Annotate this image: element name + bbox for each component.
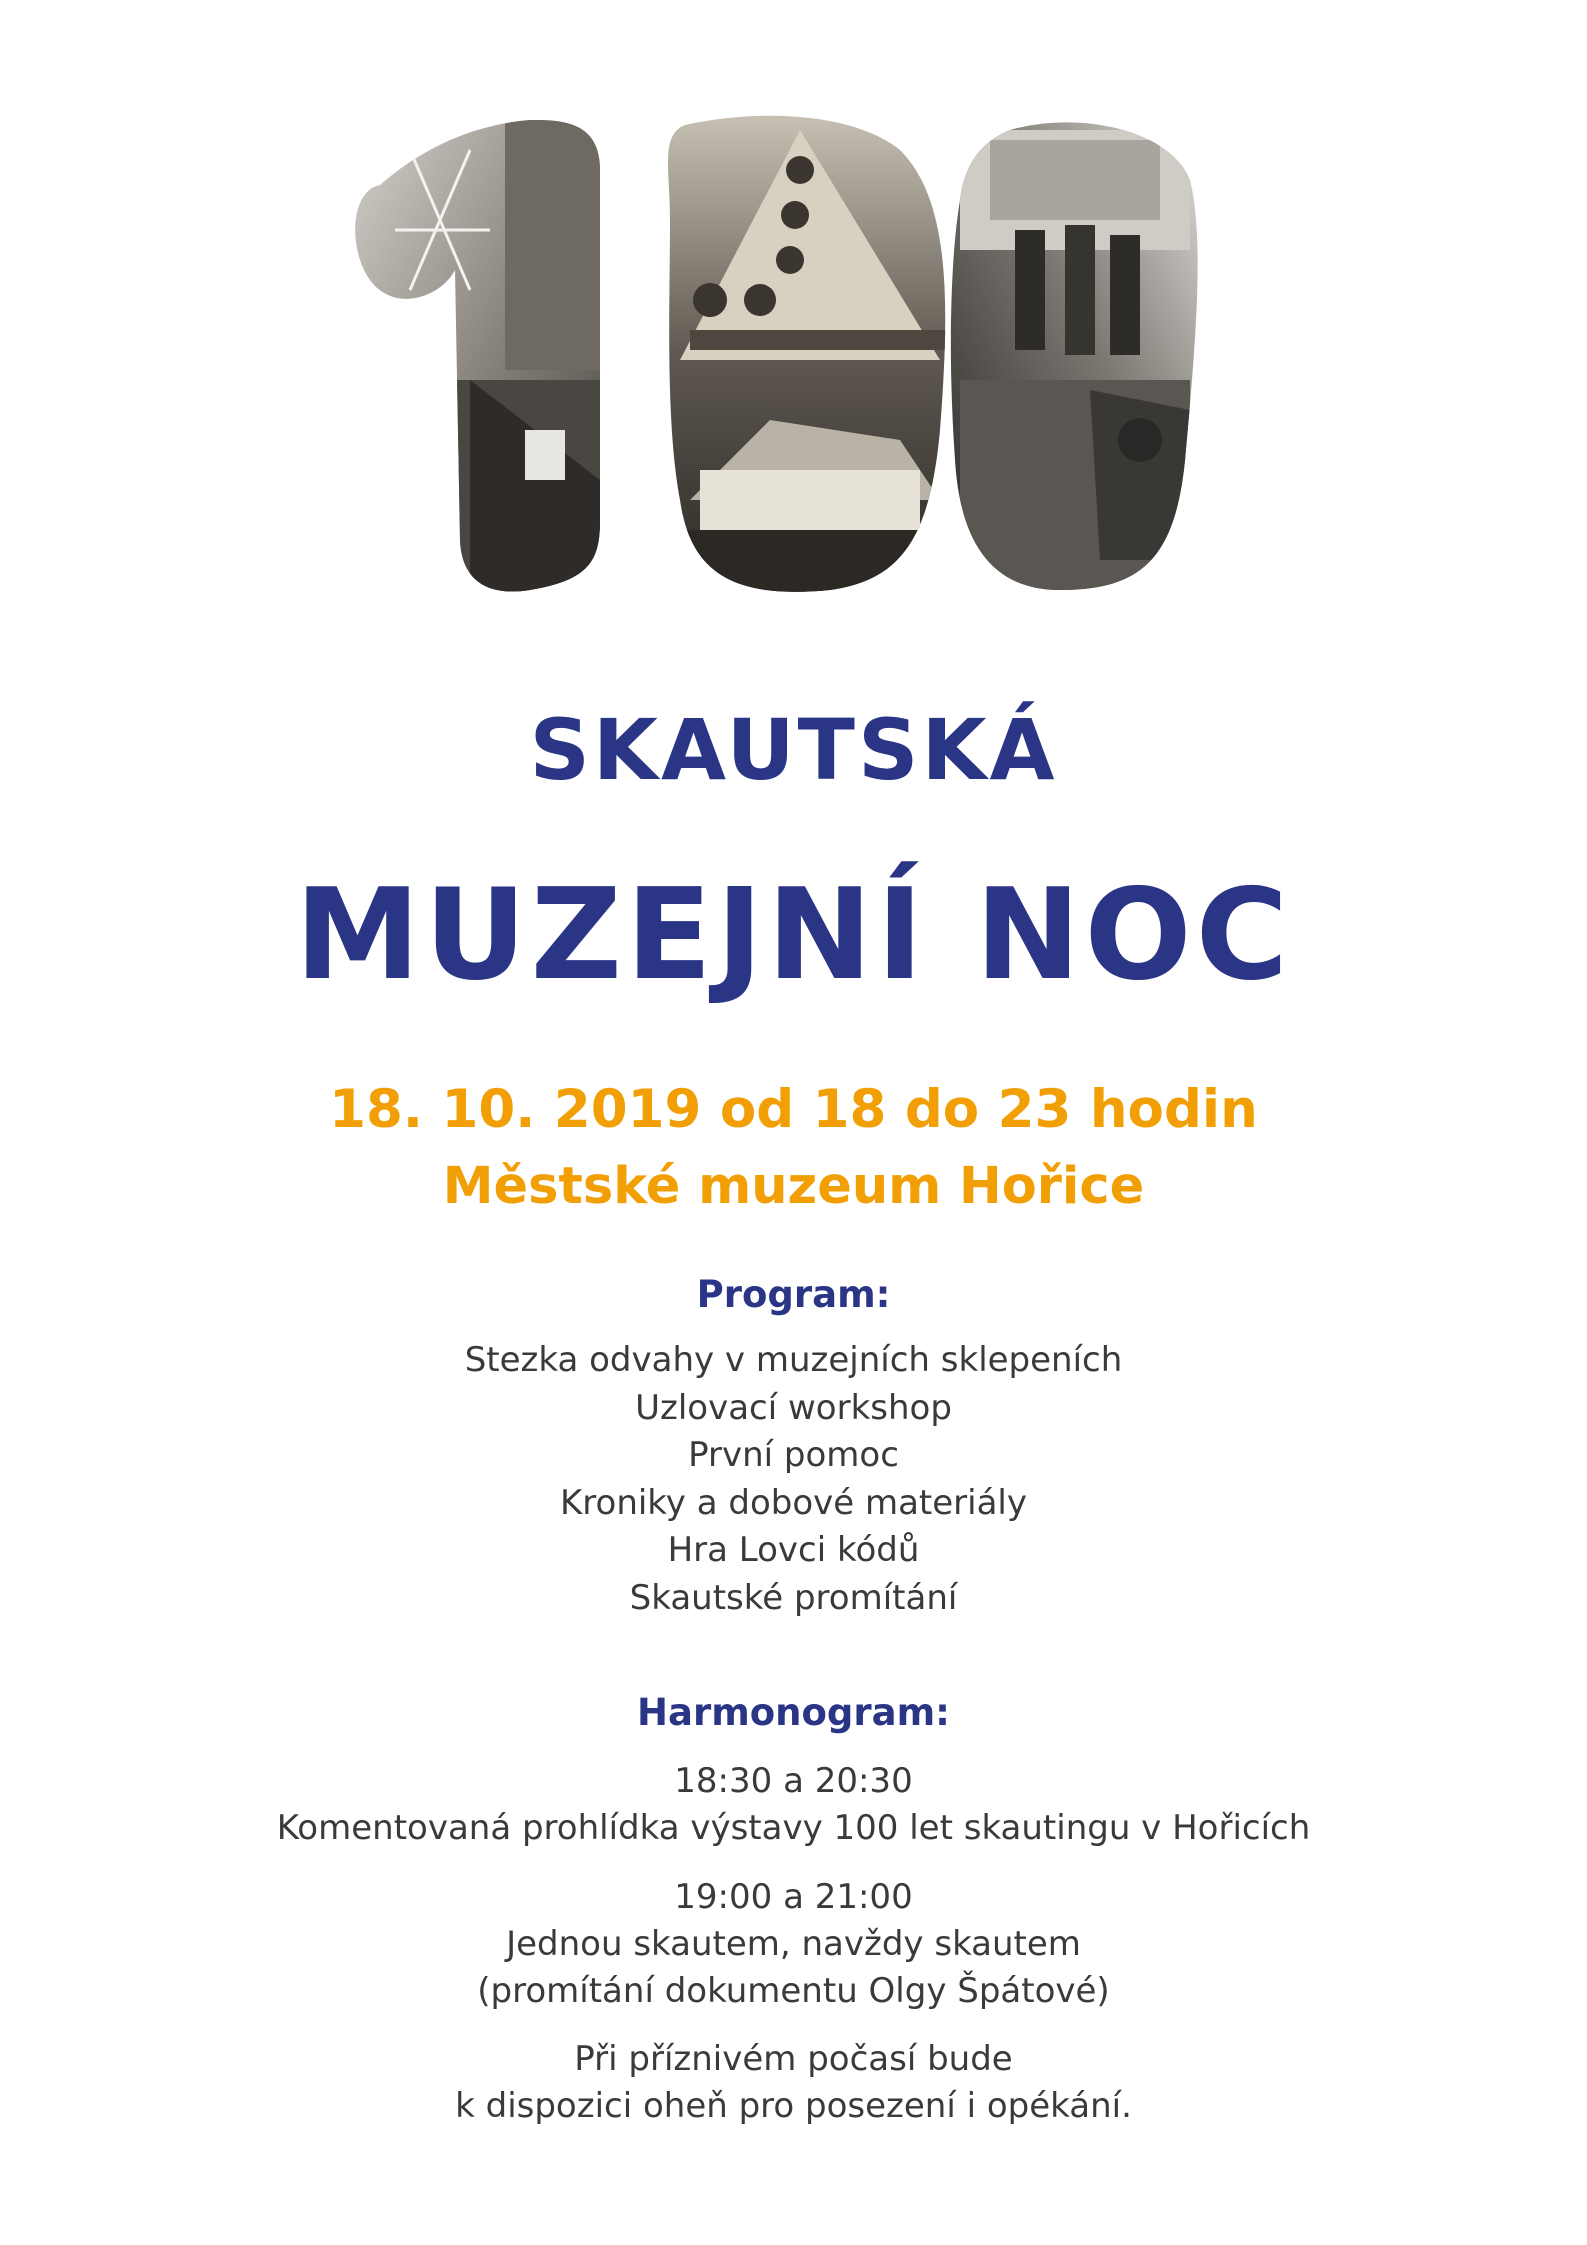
note-line: Při příznivém počasí bude [574,2039,1013,2079]
program-item: Kroniky a dobové materiály [559,1482,1028,1523]
program-item: První pomoc [688,1435,899,1475]
event-date: 18. 10. 2019 od 18 do 23 hodin [329,1079,1258,1140]
program-item: Hra Lovci kódů [667,1530,920,1570]
note-line: k dispozici oheň pro posezení i opékání. [455,2086,1132,2126]
title-line-2: MUZEJNÍ NOC [294,861,1293,1008]
harmonogram-description: Komentovaná prohlídka výstavy 100 let skautingu v Hořicích [276,1808,1311,1848]
program-item: Uzlovací workshop [635,1387,952,1428]
hero-100-collage [0,0,1587,620]
digit-one-photo [340,110,615,600]
program-item: Stezka odvahy v muzejních sklepeních [464,1340,1123,1380]
harmonogram-entry [0,1758,1587,1852]
digit-zero-middle-photo [660,110,960,600]
program-heading: Program: [696,1273,891,1316]
harmonogram-heading: Harmonogram: [637,1691,950,1734]
harmonogram-entry [0,1874,1587,2015]
title-line-1: SKAUTSKÁ [529,701,1058,799]
program-item: Skautské promítání [629,1577,958,1618]
harmonogram-time: 18:30 a 20:30 [674,1761,913,1801]
event-place: Městské muzeum Hořice [442,1157,1145,1216]
harmonogram-time: 19:00 a 21:00 [674,1877,913,1917]
harmonogram-description: (promítání dokumentu Olgy Špátové) [477,1971,1110,2011]
digit-zero-right-photo [950,110,1200,600]
harmonogram-description: Jednou skautem, navždy skautem [506,1924,1081,1964]
program-list [0,1337,1587,1622]
weather-note [0,2036,1587,2130]
